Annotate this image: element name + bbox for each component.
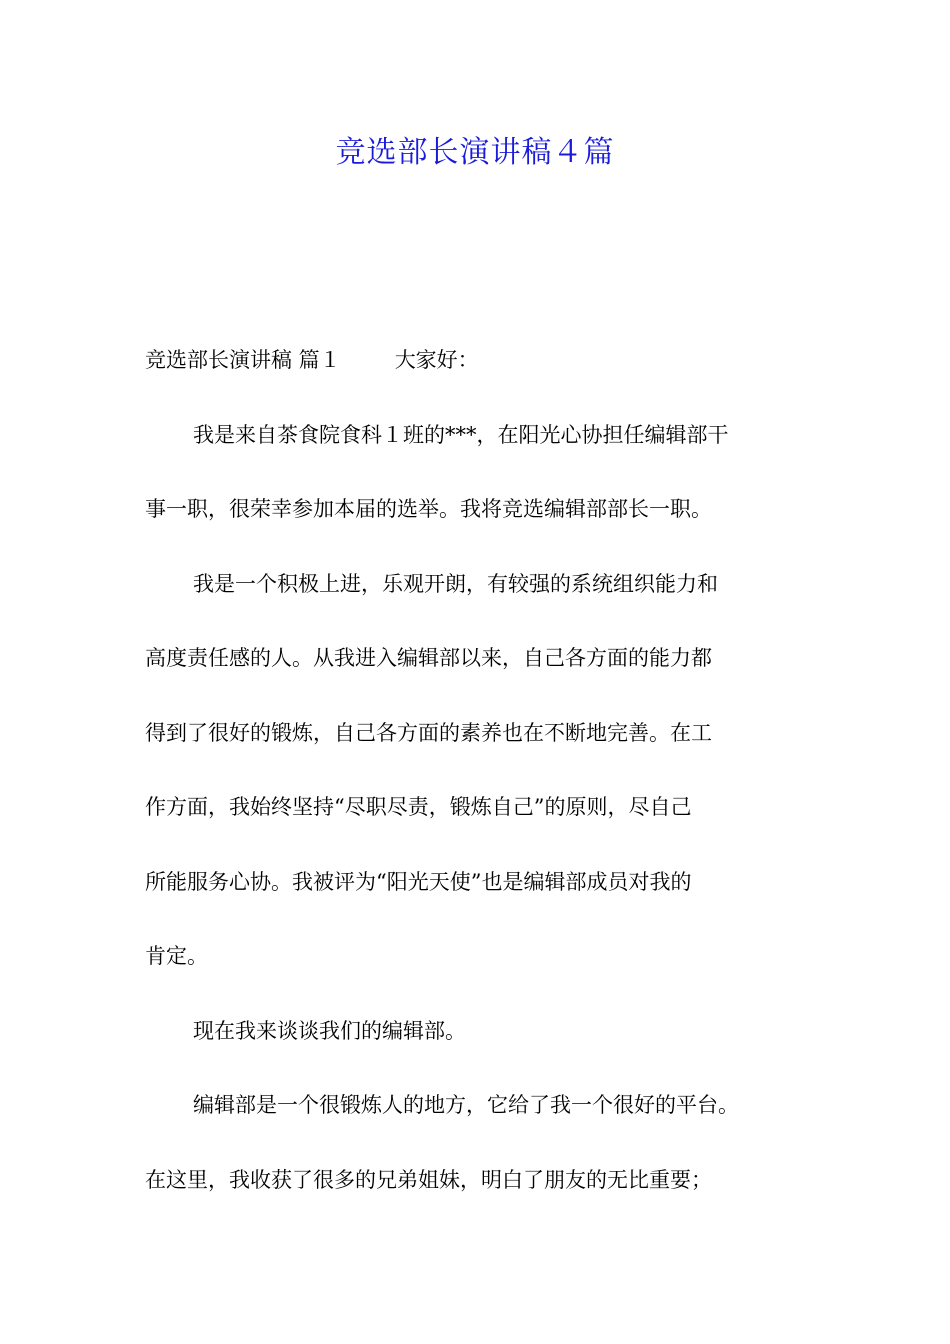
- paragraph-line: 肯定。: [145, 944, 208, 968]
- paragraph-line: 作方面，我始终坚持“尽职尽责，锻炼自己”的原则，尽自己: [145, 795, 692, 819]
- paragraph-line: 现在我来谈谈我们的编辑部。: [193, 1018, 466, 1043]
- paragraph-line: 所能服务心协。我被评为“阳光天使”也是编辑部成员对我的: [145, 869, 692, 894]
- paragraph-line: 得到了很好的锻炼，自己各方面的素养也在不断地完善。在工: [145, 720, 712, 745]
- paragraph-line: 高度责任感的人。从我进入编辑部以来，自己各方面的能力都: [145, 646, 712, 670]
- section-heading: 竞选部长演讲稿 篇１: [145, 348, 341, 372]
- paragraph-line: 我是来自茶食院食科１班的***，在阳光心协担任编辑部干: [193, 422, 729, 447]
- paragraph-line: 事一职，很荣幸参加本届的选举。我将竞选编辑部部长一职。: [145, 497, 712, 521]
- document-title: 竞选部长演讲稿４篇: [335, 135, 615, 170]
- paragraph-line: 在这里，我收获了很多的兄弟姐妹，明白了朋友的无比重要；: [145, 1167, 712, 1192]
- section-heading-line: [145, 338, 810, 413]
- paragraph-line: 编辑部是一个很锻炼人的地方，它给了我一个很好的平台。: [193, 1093, 739, 1117]
- greeting: 大家好：: [394, 348, 479, 372]
- paragraph-line: 我是一个积极上进，乐观开朗，有较强的系统组织能力和: [193, 571, 718, 596]
- document-body: [145, 338, 810, 1232]
